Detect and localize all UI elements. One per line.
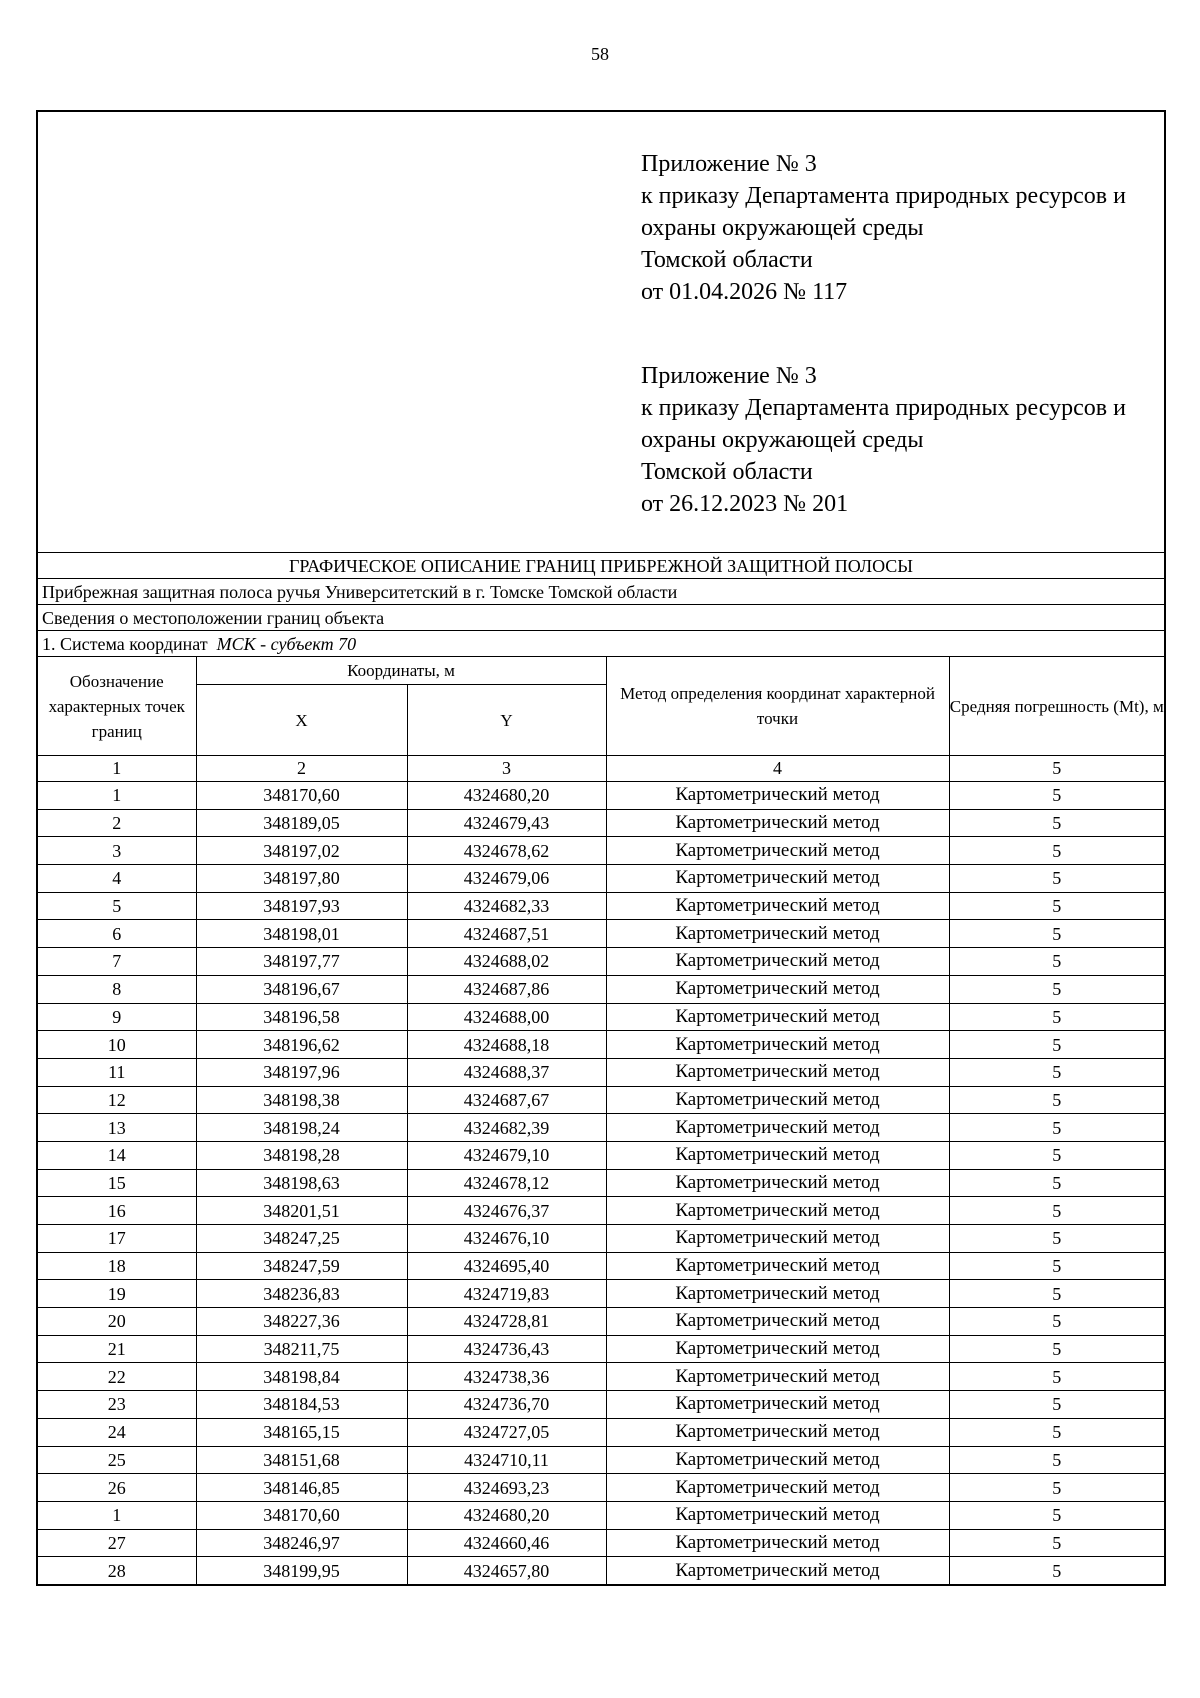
cell-x: 348198,63 xyxy=(196,1169,407,1197)
table-row xyxy=(38,1141,1164,1169)
table-row xyxy=(38,837,1164,865)
cell-point: 23 xyxy=(38,1391,196,1419)
cell-point: 13 xyxy=(38,1114,196,1142)
cell-y: 4324736,43 xyxy=(407,1335,606,1363)
cell-method: Картометрический метод xyxy=(606,1501,949,1529)
cell-method: Картометрический метод xyxy=(606,1169,949,1197)
column-numbers-row xyxy=(38,756,1164,782)
cell-error: 5 xyxy=(949,1501,1164,1529)
table-row xyxy=(38,1529,1164,1557)
cell-point: 25 xyxy=(38,1446,196,1474)
cell-x: 348146,85 xyxy=(196,1474,407,1502)
cell-error: 5 xyxy=(949,1141,1164,1169)
cell-method: Картометрический метод xyxy=(606,892,949,920)
column-number: 1 xyxy=(38,756,196,782)
cell-x: 348198,38 xyxy=(196,1086,407,1114)
cell-method: Картометрический метод xyxy=(606,1141,949,1169)
cell-error: 5 xyxy=(949,1114,1164,1142)
column-number: 3 xyxy=(407,756,606,782)
cell-y: 4324676,37 xyxy=(407,1197,606,1225)
cell-error: 5 xyxy=(949,1391,1164,1419)
cell-x: 348246,97 xyxy=(196,1529,407,1557)
page-number: 58 xyxy=(591,44,609,64)
cell-y: 4324678,12 xyxy=(407,1169,606,1197)
header-coords: Координаты, м xyxy=(196,657,606,685)
cell-point: 1 xyxy=(38,1501,196,1529)
cell-point: 16 xyxy=(38,1197,196,1225)
cell-error: 5 xyxy=(949,1474,1164,1502)
cell-error: 5 xyxy=(949,1169,1164,1197)
header-method: Метод определения координат характерной точки xyxy=(606,657,949,756)
cell-x: 348196,67 xyxy=(196,975,407,1003)
cell-y: 4324688,02 xyxy=(407,948,606,976)
table-row xyxy=(38,1363,1164,1391)
cell-x: 348197,96 xyxy=(196,1058,407,1086)
cell-point: 26 xyxy=(38,1474,196,1502)
cell-method: Картометрический метод xyxy=(606,1252,949,1280)
cell-point: 8 xyxy=(38,975,196,1003)
table-row xyxy=(38,1086,1164,1114)
header-error: Средняя погрешность (Mt), м xyxy=(949,657,1164,756)
cell-error: 5 xyxy=(949,1335,1164,1363)
cell-point: 5 xyxy=(38,892,196,920)
table-row xyxy=(38,809,1164,837)
cell-x: 348198,28 xyxy=(196,1141,407,1169)
appendix-previous-line1: Приложение № 3 xyxy=(641,363,817,389)
cell-y: 4324676,10 xyxy=(407,1225,606,1253)
appendix-previous-line3: охраны окружающей среды xyxy=(641,427,924,453)
cell-y: 4324736,70 xyxy=(407,1391,606,1419)
table-row xyxy=(38,1003,1164,1031)
appendix-previous xyxy=(641,360,1126,520)
cell-y: 4324682,33 xyxy=(407,892,606,920)
cell-error: 5 xyxy=(949,1086,1164,1114)
cell-method: Картометрический метод xyxy=(606,865,949,893)
cell-x: 348197,80 xyxy=(196,865,407,893)
cell-x: 348247,59 xyxy=(196,1252,407,1280)
cell-point: 6 xyxy=(38,920,196,948)
cell-x: 348198,24 xyxy=(196,1114,407,1142)
appendix-previous-line5: от 26.12.2023 № 201 xyxy=(641,491,849,517)
cell-point: 27 xyxy=(38,1529,196,1557)
cell-point: 7 xyxy=(38,948,196,976)
cell-y: 4324687,67 xyxy=(407,1086,606,1114)
cell-point: 15 xyxy=(38,1169,196,1197)
cell-point: 11 xyxy=(38,1058,196,1086)
cell-method: Картометрический метод xyxy=(606,782,949,810)
header-y: Y xyxy=(407,685,606,756)
coord-system-name: МСК - субъект 70 xyxy=(216,634,357,654)
table-row xyxy=(38,782,1164,810)
table-row xyxy=(38,920,1164,948)
cell-method: Картометрический метод xyxy=(606,1086,949,1114)
cell-point: 3 xyxy=(38,837,196,865)
cell-y: 4324679,10 xyxy=(407,1141,606,1169)
cell-x: 348165,15 xyxy=(196,1418,407,1446)
cell-error: 5 xyxy=(949,1280,1164,1308)
column-number: 4 xyxy=(606,756,949,782)
cell-error: 5 xyxy=(949,1197,1164,1225)
cell-error: 5 xyxy=(949,1031,1164,1059)
cell-error: 5 xyxy=(949,837,1164,865)
cell-point: 19 xyxy=(38,1280,196,1308)
cell-y: 4324738,36 xyxy=(407,1363,606,1391)
cell-error: 5 xyxy=(949,1003,1164,1031)
cell-method: Картометрический метод xyxy=(606,1529,949,1557)
document-frame xyxy=(36,110,1166,1586)
cell-method: Картометрический метод xyxy=(606,948,949,976)
cell-x: 348184,53 xyxy=(196,1391,407,1419)
cell-point: 10 xyxy=(38,1031,196,1059)
table-row xyxy=(38,1280,1164,1308)
cell-error: 5 xyxy=(949,948,1164,976)
table-row xyxy=(38,1501,1164,1529)
cell-point: 9 xyxy=(38,1003,196,1031)
cell-point: 12 xyxy=(38,1086,196,1114)
cell-y: 4324719,83 xyxy=(407,1280,606,1308)
cell-method: Картометрический метод xyxy=(606,1114,949,1142)
cell-point: 28 xyxy=(38,1557,196,1584)
appendix-current xyxy=(641,148,1126,308)
cell-x: 348197,02 xyxy=(196,837,407,865)
appendix-previous-line2: к приказу Департамента природных ресурсов и xyxy=(641,395,1126,421)
table-row xyxy=(38,1169,1164,1197)
cell-point: 18 xyxy=(38,1252,196,1280)
coordinates-table xyxy=(38,657,1164,1584)
cell-y: 4324727,05 xyxy=(407,1418,606,1446)
appendix-current-line1: Приложение № 3 xyxy=(641,151,817,177)
cell-y: 4324680,20 xyxy=(407,782,606,810)
cell-y: 4324679,06 xyxy=(407,865,606,893)
cell-y: 4324682,39 xyxy=(407,1114,606,1142)
cell-x: 348170,60 xyxy=(196,782,407,810)
cell-error: 5 xyxy=(949,809,1164,837)
table-row xyxy=(38,1335,1164,1363)
table-row xyxy=(38,1391,1164,1419)
cell-error: 5 xyxy=(949,1308,1164,1336)
cell-x: 348236,83 xyxy=(196,1280,407,1308)
cell-y: 4324657,80 xyxy=(407,1557,606,1584)
cell-method: Картометрический метод xyxy=(606,1474,949,1502)
cell-point: 14 xyxy=(38,1141,196,1169)
cell-point: 22 xyxy=(38,1363,196,1391)
cell-error: 5 xyxy=(949,1225,1164,1253)
cell-method: Картометрический метод xyxy=(606,1225,949,1253)
cell-y: 4324680,20 xyxy=(407,1501,606,1529)
cell-x: 348227,36 xyxy=(196,1308,407,1336)
cell-y: 4324687,51 xyxy=(407,920,606,948)
cell-x: 348170,60 xyxy=(196,1501,407,1529)
table-row xyxy=(38,1114,1164,1142)
cell-point: 1 xyxy=(38,782,196,810)
cell-method: Картометрический метод xyxy=(606,1308,949,1336)
cell-y: 4324693,23 xyxy=(407,1474,606,1502)
cell-method: Картометрический метод xyxy=(606,975,949,1003)
cell-error: 5 xyxy=(949,1058,1164,1086)
cell-error: 5 xyxy=(949,1252,1164,1280)
cell-error: 5 xyxy=(949,920,1164,948)
table-row xyxy=(38,865,1164,893)
cell-error: 5 xyxy=(949,1418,1164,1446)
appendix-current-line2: к приказу Департамента природных ресурсов и xyxy=(641,183,1126,209)
cell-method: Картометрический метод xyxy=(606,837,949,865)
cell-x: 348151,68 xyxy=(196,1446,407,1474)
cell-point: 24 xyxy=(38,1418,196,1446)
cell-x: 348196,58 xyxy=(196,1003,407,1031)
cell-error: 5 xyxy=(949,1529,1164,1557)
object-name: Прибрежная защитная полоса ручья Университетский в г. Томске Томской области xyxy=(38,579,1164,605)
cell-x: 348196,62 xyxy=(196,1031,407,1059)
table-row xyxy=(38,1197,1164,1225)
table-row xyxy=(38,1225,1164,1253)
table-row xyxy=(38,1418,1164,1446)
appendix-current-line3: охраны окружающей среды xyxy=(641,215,924,241)
column-number: 5 xyxy=(949,756,1164,782)
cell-point: 4 xyxy=(38,865,196,893)
cell-method: Картометрический метод xyxy=(606,1058,949,1086)
cell-x: 348247,25 xyxy=(196,1225,407,1253)
cell-method: Картометрический метод xyxy=(606,1391,949,1419)
appendix-previous-line4: Томской области xyxy=(641,459,813,485)
cell-method: Картометрический метод xyxy=(606,1197,949,1225)
appendix-current-line4: Томской области xyxy=(641,247,813,273)
table-row xyxy=(38,1557,1164,1584)
cell-method: Картометрический метод xyxy=(606,1280,949,1308)
cell-x: 348197,77 xyxy=(196,948,407,976)
cell-y: 4324695,40 xyxy=(407,1252,606,1280)
cell-x: 348201,51 xyxy=(196,1197,407,1225)
table-row xyxy=(38,1474,1164,1502)
doc-title: ГРАФИЧЕСКОЕ ОПИСАНИЕ ГРАНИЦ ПРИБРЕЖНОЙ ЗАЩИТНОЙ ПОЛОСЫ xyxy=(38,553,1164,579)
cell-method: Картометрический метод xyxy=(606,1335,949,1363)
cell-y: 4324687,86 xyxy=(407,975,606,1003)
cell-method: Картометрический метод xyxy=(606,809,949,837)
cell-point: 2 xyxy=(38,809,196,837)
cell-error: 5 xyxy=(949,865,1164,893)
table-row xyxy=(38,892,1164,920)
cell-y: 4324688,37 xyxy=(407,1058,606,1086)
table-row xyxy=(38,975,1164,1003)
cell-x: 348211,75 xyxy=(196,1335,407,1363)
cell-error: 5 xyxy=(949,782,1164,810)
header-block xyxy=(38,112,1164,553)
cell-method: Картометрический метод xyxy=(606,1418,949,1446)
cell-y: 4324728,81 xyxy=(407,1308,606,1336)
cell-method: Картометрический метод xyxy=(606,1363,949,1391)
table-row xyxy=(38,948,1164,976)
cell-y: 4324710,11 xyxy=(407,1446,606,1474)
cell-error: 5 xyxy=(949,1557,1164,1584)
cell-error: 5 xyxy=(949,892,1164,920)
cell-y: 4324678,62 xyxy=(407,837,606,865)
cell-method: Картометрический метод xyxy=(606,1557,949,1584)
coord-system-prefix: 1. Система координат xyxy=(42,634,208,654)
column-number: 2 xyxy=(196,756,407,782)
appendix-current-line5: от 01.04.2026 № 117 xyxy=(641,279,848,305)
cell-point: 20 xyxy=(38,1308,196,1336)
table-row xyxy=(38,1058,1164,1086)
table-row xyxy=(38,1308,1164,1336)
cell-method: Картометрический метод xyxy=(606,1446,949,1474)
cell-y: 4324688,00 xyxy=(407,1003,606,1031)
table-row xyxy=(38,1252,1164,1280)
cell-x: 348189,05 xyxy=(196,809,407,837)
cell-y: 4324679,43 xyxy=(407,809,606,837)
section-title: Сведения о местоположении границ объекта xyxy=(38,605,1164,631)
cell-y: 4324660,46 xyxy=(407,1529,606,1557)
cell-method: Картометрический метод xyxy=(606,920,949,948)
cell-point: 17 xyxy=(38,1225,196,1253)
cell-error: 5 xyxy=(949,1363,1164,1391)
cell-point: 21 xyxy=(38,1335,196,1363)
header-point: Обозначение характерных точек границ xyxy=(38,657,196,756)
cell-y: 4324688,18 xyxy=(407,1031,606,1059)
cell-method: Картометрический метод xyxy=(606,1003,949,1031)
cell-x: 348198,01 xyxy=(196,920,407,948)
cell-error: 5 xyxy=(949,1446,1164,1474)
header-x: X xyxy=(196,685,407,756)
table-body xyxy=(38,782,1164,1584)
table-row xyxy=(38,1446,1164,1474)
cell-x: 348199,95 xyxy=(196,1557,407,1584)
cell-x: 348198,84 xyxy=(196,1363,407,1391)
coord-system-row xyxy=(38,631,1164,657)
cell-method: Картометрический метод xyxy=(606,1031,949,1059)
cell-x: 348197,93 xyxy=(196,892,407,920)
table-row xyxy=(38,1031,1164,1059)
cell-error: 5 xyxy=(949,975,1164,1003)
